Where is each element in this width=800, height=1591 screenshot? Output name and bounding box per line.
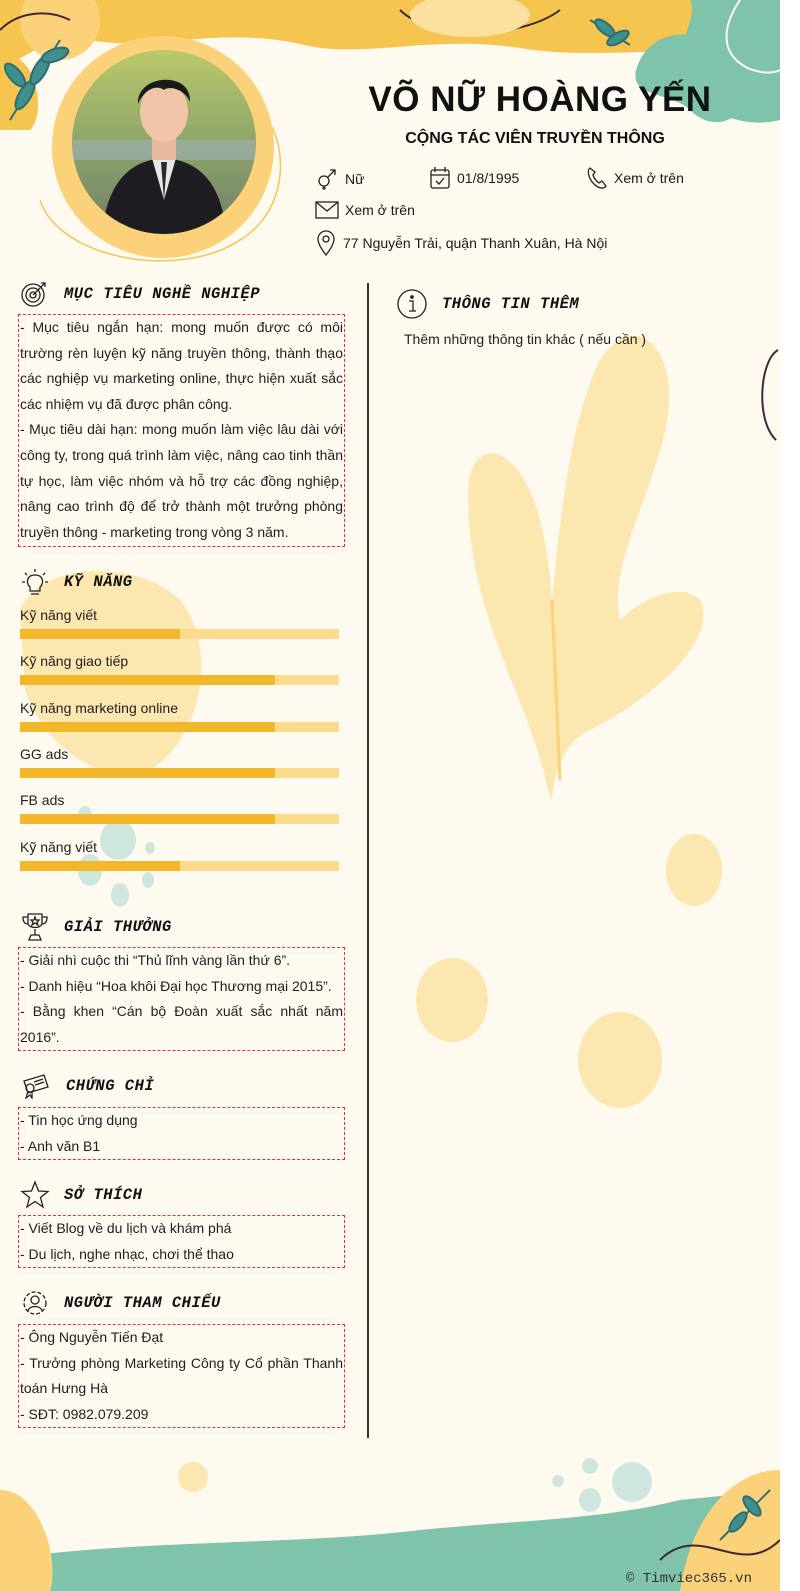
certificates-heading [20, 1073, 154, 1099]
skill-bar [20, 768, 339, 778]
skill-bar-fill [20, 722, 275, 732]
skill-label: Kỹ năng marketing online [20, 699, 178, 716]
awards-title: GIẢI THƯỞNG [64, 918, 172, 936]
hobbies-box [18, 1215, 345, 1268]
references-heading [20, 1288, 221, 1318]
skill-label: Kỹ năng viết [20, 607, 98, 623]
phone-info [586, 166, 684, 190]
target-icon [20, 279, 50, 309]
objective-title: MỤC TIÊU NGHỀ NGHIỆP [64, 285, 261, 303]
gender-info [315, 168, 364, 190]
references-box [18, 1324, 345, 1428]
hobbies-heading [20, 1180, 142, 1210]
award-item: - Giải nhì cuộc thi “Thủ lĩnh vàng lần thứ 6”. [20, 952, 291, 968]
objective-heading [20, 279, 260, 309]
skill-label: Kỹ năng giao tiếp [20, 653, 129, 670]
skill-bar-fill [20, 814, 275, 824]
candidate-role: CỘNG TÁC VIÊN TRUYỀN THÔNG [405, 130, 665, 147]
gender-value: Nữ [345, 171, 365, 187]
skill-bar [20, 722, 339, 732]
references-title: NGƯỜI THAM CHIẾU [64, 1294, 221, 1312]
location-pin-icon [315, 230, 337, 256]
candidate-name: VÕ NỮ HOÀNG YẾN [368, 80, 712, 119]
birthday-info [429, 166, 519, 190]
skill-bar-fill [20, 629, 180, 639]
skill-bar [20, 814, 339, 824]
hobby-item: - Viết Blog về du lịch và khám phá [20, 1220, 232, 1236]
column-divider [367, 283, 369, 1438]
objective-box [18, 314, 345, 547]
skill-bar [20, 629, 339, 639]
skills-title: KỸ NĂNG [64, 573, 133, 591]
skill-label: FB ads [20, 792, 65, 809]
birthday-value: 01/8/1995 [457, 170, 520, 186]
awards-heading [20, 911, 172, 943]
lightbulb-icon [20, 567, 50, 597]
profile-photo [72, 50, 256, 234]
skill-bar [20, 675, 339, 685]
certificates-title: CHỨNG CHỈ [66, 1077, 155, 1095]
certificate-item: - Tin học ứng dụng [20, 1112, 138, 1128]
star-icon [20, 1180, 50, 1210]
extra-heading [396, 288, 579, 320]
address-value: 77 Nguyễn Trải, quận Thanh Xuân, Hà Nội [343, 235, 608, 251]
phone-icon [586, 166, 608, 190]
hobby-item: - Du lịch, nghe nhạc, chơi thể thao [20, 1245, 234, 1262]
certificates-box [18, 1107, 345, 1160]
phone-value: Xem ở trên [614, 170, 684, 186]
objective-short-term: - Mục tiêu ngắn hạn: mong muốn được có môi trường rèn luyện kỹ năng truyền thông, thành thạo các nghiệp vụ marketing online, thực hiện xuất sắc các nhiệm vụ đã được phân công. [20, 319, 343, 412]
skill-bar-fill [20, 861, 180, 871]
awards-box [18, 947, 345, 1051]
award-item: - Bằng khen “Cán bộ Đoàn xuất sắc nhất năm 2016”. [20, 1003, 343, 1045]
reference-item: - Trưởng phòng Marketing Công ty Cổ phần Thanh toán Hưng Hà [20, 1354, 343, 1397]
certificate-icon [20, 1073, 52, 1099]
calendar-icon [429, 166, 451, 190]
info-icon [396, 288, 428, 320]
skill-bar [20, 861, 339, 871]
person-gear-icon [20, 1288, 50, 1318]
reference-item: - Ông Nguyễn Tiến Đạt [20, 1329, 164, 1345]
mail-icon [315, 201, 339, 219]
extra-title: THÔNG TIN THÊM [442, 295, 580, 313]
skill-label: Kỹ năng viết [20, 838, 98, 855]
skill-bar-fill [20, 768, 275, 778]
skill-bar-fill [20, 675, 275, 685]
reference-item: - SĐT: 0982.079.209 [20, 1405, 149, 1422]
extra-text: Thêm những thông tin khác ( nếu cần ) [404, 331, 647, 347]
watermark: © Timviec365.vn [625, 1571, 752, 1587]
trophy-icon [20, 911, 50, 943]
gender-icon [315, 168, 339, 190]
email-value: Xem ở trên [345, 202, 415, 218]
address-info [315, 230, 607, 256]
certificate-item: - Anh văn B1 [20, 1137, 101, 1154]
email-info [315, 201, 415, 219]
award-item: - Danh hiệu “Hoa khôi Đại học Thương mại 2015”. [20, 977, 332, 994]
skills-heading [20, 567, 133, 597]
hobbies-title: SỞ THÍCH [64, 1186, 143, 1204]
skill-label: GG ads [20, 745, 69, 762]
objective-long-term: - Mục tiêu dài hạn: mong muốn làm việc lâu dài với công ty, trong quá trình làm việc, nâng cao tinh thần tự học, làm việc nhóm và hỗ trợ các đồng nghiệp, nâng cao trình độ để trở thành một trưởng phòng truyền thông - marketing trong vòng 3 năm. [20, 421, 343, 540]
